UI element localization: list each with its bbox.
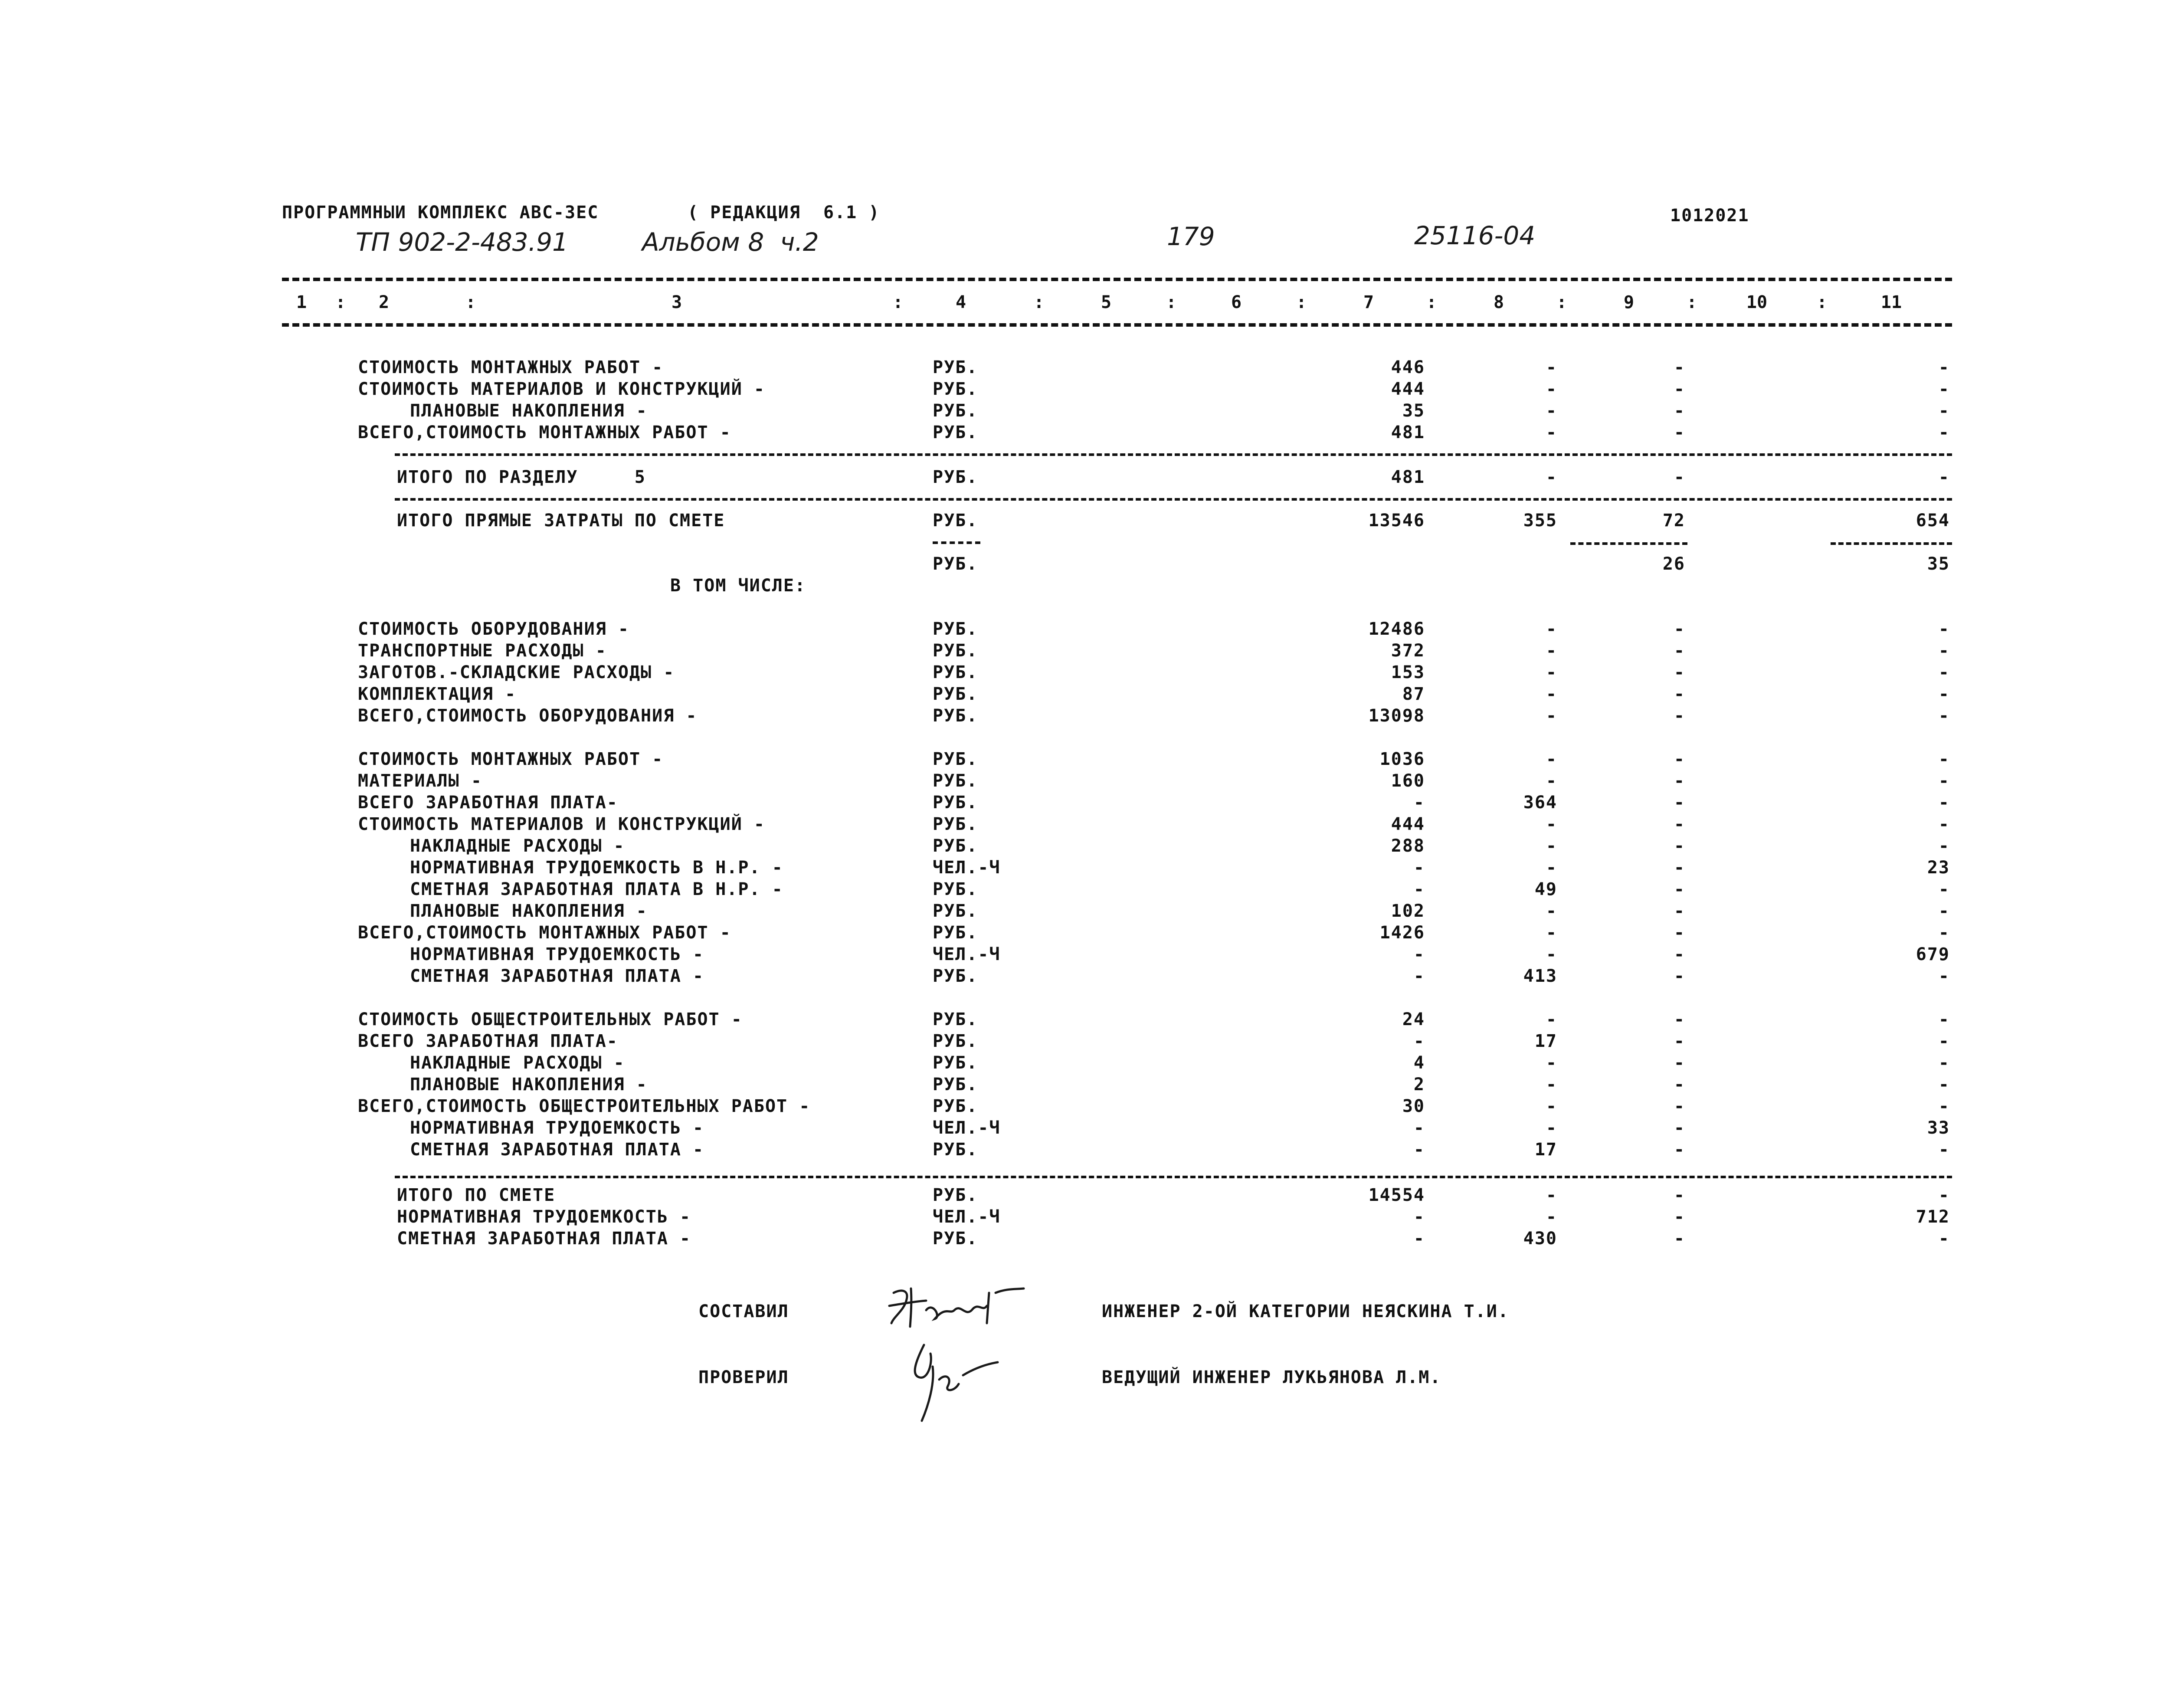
cell-c7: 1426: [1379, 923, 1425, 943]
row-unit: РУБ.: [933, 379, 978, 399]
column-number-6: 6: [1231, 292, 1242, 312]
cell-c9: -: [1674, 901, 1685, 921]
cell-c8: 17: [1534, 1031, 1557, 1051]
row-unit: РУБ.: [933, 554, 978, 574]
cell-c11: -: [1938, 357, 1950, 377]
row-unit: РУБ.: [933, 793, 978, 813]
row-unit: РУБ.: [933, 1053, 978, 1073]
cell-c11: -: [1938, 641, 1950, 661]
row-label: ВСЕГО,СТОИМОСТЬ ОБЩЕСТРОИТЕЛЬНЫХ РАБОТ -: [358, 1096, 811, 1116]
cell-c8: -: [1546, 706, 1557, 726]
cell-c9: -: [1674, 1096, 1685, 1116]
row-unit: ЧЕЛ.-Ч: [933, 1118, 1001, 1138]
cell-c8: -: [1546, 401, 1557, 421]
cell-c9: -: [1674, 1010, 1685, 1029]
cell-c11: -: [1938, 1075, 1950, 1095]
cell-c8: 364: [1523, 793, 1557, 813]
cell-c8: -: [1546, 423, 1557, 443]
row-label: СМЕТНАЯ ЗАРАБОТНАЯ ПЛАТА -: [410, 1140, 704, 1160]
cell-c11: -: [1938, 467, 1950, 487]
program-title: ПРОГРАММНЫИ КОМПЛЕКС АВС-3ЕС: [282, 203, 599, 223]
handwritten-project-number: ТП 902-2-483.91: [356, 227, 568, 257]
column-separator: :: [1816, 292, 1828, 312]
cell-c9: -: [1674, 423, 1685, 443]
cell-c8: 355: [1523, 511, 1557, 531]
row-label: СМЕТНАЯ ЗАРАБОТНАЯ ПЛАТА -: [397, 1229, 691, 1249]
cell-c7: 4: [1413, 1053, 1425, 1073]
cell-c11: -: [1938, 619, 1950, 639]
cell-c8: -: [1546, 1185, 1557, 1205]
cell-c9: -: [1674, 923, 1685, 943]
row-unit: РУБ.: [933, 879, 978, 899]
header-top-rule: [282, 278, 1952, 281]
row-unit: РУБ.: [933, 641, 978, 661]
column-separator: :: [1296, 292, 1307, 312]
cell-c7: 13098: [1368, 706, 1425, 726]
cell-c11: -: [1938, 1053, 1950, 1073]
row-label: ВСЕГО,СТОИМОСТЬ ОБОРУДОВАНИЯ -: [358, 706, 698, 726]
row-label: ИТОГО ПО СМЕТЕ: [397, 1185, 556, 1205]
edition-label: ( РЕДАКЦИЯ 6.1 ): [688, 203, 880, 223]
row-label: СТОИМОСТЬ МАТЕРИАЛОВ И КОНСТРУКЦИЙ -: [358, 379, 765, 399]
cell-c8: -: [1546, 357, 1557, 377]
column-number-4: 4: [955, 292, 966, 312]
cell-c8: -: [1546, 684, 1557, 704]
cell-c8: -: [1546, 1096, 1557, 1116]
cell-c11: -: [1938, 423, 1950, 443]
row-unit: РУБ.: [933, 423, 978, 443]
cell-c7: -: [1413, 944, 1425, 964]
cell-c7: 35: [1402, 401, 1425, 421]
column-separator: :: [892, 292, 904, 312]
row-label: ВСЕГО ЗАРАБОТНАЯ ПЛАТА-: [358, 1031, 618, 1051]
row-unit: РУБ.: [933, 684, 978, 704]
cell-c7: 2: [1413, 1075, 1425, 1095]
row-unit: РУБ.: [933, 357, 978, 377]
row-label: СМЕТНАЯ ЗАРАБОТНАЯ ПЛАТА В Н.Р. -: [410, 879, 783, 899]
compiled-label: СОСТАВИЛ: [698, 1301, 789, 1321]
row-unit: РУБ.: [933, 662, 978, 682]
cell-c9: -: [1674, 1031, 1685, 1051]
col11-underline: [1831, 542, 1952, 545]
column-number-3: 3: [671, 292, 682, 312]
cell-c7: -: [1413, 1118, 1425, 1138]
cell-c7: 372: [1391, 641, 1425, 661]
cell-c9: -: [1674, 771, 1685, 791]
row-label: СТОИМОСТЬ ОБОРУДОВАНИЯ -: [358, 619, 629, 639]
cell-c9: -: [1674, 1075, 1685, 1095]
row-unit: РУБ.: [933, 1010, 978, 1029]
signature-checker-image: [898, 1336, 1002, 1427]
row-unit: РУБ.: [933, 1185, 978, 1205]
cell-c8: -: [1546, 467, 1557, 487]
cell-c7: 481: [1391, 423, 1425, 443]
cell-c8: -: [1546, 944, 1557, 964]
cell-c7: 153: [1391, 662, 1425, 682]
row-label: ЗАГОТОВ.-СКЛАДСКИЕ РАСХОДЫ -: [358, 662, 675, 682]
cell-c9: -: [1674, 1229, 1685, 1249]
section-rule-2: [395, 498, 1952, 501]
cell-c9: 26: [1662, 554, 1685, 574]
cell-c8: -: [1546, 749, 1557, 769]
row-label: ВСЕГО ЗАРАБОТНАЯ ПЛАТА-: [358, 793, 618, 813]
cell-c9: -: [1674, 858, 1685, 878]
cell-c8: -: [1546, 1010, 1557, 1029]
column-separator: :: [1426, 292, 1437, 312]
row-label: В ТОМ ЧИСЛЕ:: [670, 576, 806, 596]
cell-c8: -: [1546, 641, 1557, 661]
cell-c11: -: [1938, 749, 1950, 769]
handwritten-sheet-number: 25116-04: [1414, 221, 1536, 250]
cell-c7: -: [1413, 1031, 1425, 1051]
row-unit: РУБ.: [933, 771, 978, 791]
cell-c9: -: [1674, 966, 1685, 986]
column-number-11: 11: [1880, 292, 1902, 312]
unit-underline: [933, 541, 980, 544]
cell-c11: -: [1938, 1010, 1950, 1029]
row-label: ТРАНСПОРТНЫЕ РАСХОДЫ -: [358, 641, 607, 661]
cell-c7: 14554: [1368, 1185, 1425, 1205]
row-label: КОМПЛЕКТАЦИЯ -: [358, 684, 517, 704]
row-label: ВСЕГО,СТОИМОСТЬ МОНТАЖНЫХ РАБОТ -: [358, 923, 731, 943]
section-rule-1: [395, 453, 1952, 456]
section-rule-3: [395, 1176, 1952, 1178]
cell-c11: -: [1938, 1185, 1950, 1205]
cell-c8: 430: [1523, 1229, 1557, 1249]
column-number-5: 5: [1101, 292, 1112, 312]
document-code: 1012021: [1670, 206, 1749, 226]
row-unit: РУБ.: [933, 1031, 978, 1051]
cell-c7: 24: [1402, 1010, 1425, 1029]
cell-c9: -: [1674, 379, 1685, 399]
cell-c9: -: [1674, 836, 1685, 856]
cell-c9: -: [1674, 706, 1685, 726]
row-label: ПЛАНОВЫЕ НАКОПЛЕНИЯ -: [410, 901, 648, 921]
cell-c11: 679: [1916, 944, 1950, 964]
row-unit: РУБ.: [933, 1096, 978, 1116]
cell-c7: 13546: [1368, 511, 1425, 531]
cell-c7: 12486: [1368, 619, 1425, 639]
cell-c7: 30: [1402, 1096, 1425, 1116]
row-label: НАКЛАДНЫЕ РАСХОДЫ -: [410, 1053, 625, 1073]
row-unit: РУБ.: [933, 706, 978, 726]
row-label: СМЕТНАЯ ЗАРАБОТНАЯ ПЛАТА -: [410, 966, 704, 986]
cell-c11: -: [1938, 684, 1950, 704]
row-unit: РУБ.: [933, 836, 978, 856]
row-unit: ЧЕЛ.-Ч: [933, 858, 1001, 878]
row-unit: ЧЕЛ.-Ч: [933, 944, 1001, 964]
column-number-10: 10: [1746, 292, 1768, 312]
cell-c8: 17: [1534, 1140, 1557, 1160]
cell-c11: -: [1938, 1229, 1950, 1249]
row-label: ПЛАНОВЫЕ НАКОПЛЕНИЯ -: [410, 1075, 648, 1095]
column-separator: :: [335, 292, 346, 312]
cell-c9: 72: [1662, 511, 1685, 531]
column-separator: :: [1556, 292, 1567, 312]
row-label: МАТЕРИАЛЫ -: [358, 771, 482, 791]
row-unit: РУБ.: [933, 511, 978, 531]
cell-c9: -: [1674, 814, 1685, 834]
cell-c11: -: [1938, 401, 1950, 421]
row-label: НОРМАТИВНАЯ ТРУДОЕМКОСТЬ В Н.Р. -: [410, 858, 783, 878]
row-unit: РУБ.: [933, 923, 978, 943]
cell-c9: -: [1674, 1140, 1685, 1160]
column-separator: :: [1686, 292, 1697, 312]
cell-c8: -: [1546, 771, 1557, 791]
row-unit: РУБ.: [933, 467, 978, 487]
column-number-8: 8: [1493, 292, 1504, 312]
cell-c11: 23: [1927, 858, 1950, 878]
compiled-by: ИНЖЕНЕР 2-ОЙ КАТЕГОРИИ НЕЯСКИНА Т.И.: [1102, 1301, 1509, 1321]
column-number-1: 1: [296, 292, 307, 312]
cell-c9: -: [1674, 619, 1685, 639]
cell-c11: -: [1938, 793, 1950, 813]
cell-c11: -: [1938, 379, 1950, 399]
cell-c9: -: [1674, 1207, 1685, 1227]
cell-c8: -: [1546, 619, 1557, 639]
row-unit: РУБ.: [933, 814, 978, 834]
cell-c11: 712: [1916, 1207, 1950, 1227]
row-unit: РУБ.: [933, 966, 978, 986]
handwritten-album: Альбом 8 ч.2: [642, 227, 819, 257]
column-separator: :: [465, 292, 476, 312]
row-label: СТОИМОСТЬ МОНТАЖНЫХ РАБОТ -: [358, 749, 664, 769]
handwritten-page-number: 179: [1167, 222, 1215, 251]
cell-c11: -: [1938, 966, 1950, 986]
cell-c11: 35: [1927, 554, 1950, 574]
row-label: ВСЕГО,СТОИМОСТЬ МОНТАЖНЫХ РАБОТ -: [358, 423, 731, 443]
cell-c7: -: [1413, 1207, 1425, 1227]
cell-c9: -: [1674, 684, 1685, 704]
cell-c8: -: [1546, 836, 1557, 856]
column-separator: :: [1166, 292, 1177, 312]
cell-c11: -: [1938, 879, 1950, 899]
row-unit: РУБ.: [933, 749, 978, 769]
cell-c9: -: [1674, 1053, 1685, 1073]
cell-c7: 102: [1391, 901, 1425, 921]
cell-c8: 49: [1534, 879, 1557, 899]
cell-c7: -: [1413, 879, 1425, 899]
cell-c11: 654: [1916, 511, 1950, 531]
cell-c9: -: [1674, 879, 1685, 899]
cell-c7: 160: [1391, 771, 1425, 791]
cell-c8: -: [1546, 379, 1557, 399]
row-label: СТОИМОСТЬ ОБЩЕСТРОИТЕЛЬНЫХ РАБОТ -: [358, 1010, 743, 1029]
cell-c11: -: [1938, 1031, 1950, 1051]
cell-c11: -: [1938, 662, 1950, 682]
row-unit: ЧЕЛ.-Ч: [933, 1207, 1001, 1227]
row-label: НОРМАТИВНАЯ ТРУДОЕМКОСТЬ -: [410, 1118, 704, 1138]
row-unit: РУБ.: [933, 1229, 978, 1249]
row-unit: РУБ.: [933, 401, 978, 421]
checked-by: ВЕДУЩИЙ ИНЖЕНЕР ЛУКЬЯНОВА Л.М.: [1102, 1367, 1441, 1387]
row-label: НАКЛАДНЫЕ РАСХОДЫ -: [410, 836, 625, 856]
row-label: СТОИМОСТЬ МАТЕРИАЛОВ И КОНСТРУКЦИЙ -: [358, 814, 765, 834]
cell-c9: -: [1674, 467, 1685, 487]
cell-c7: 87: [1402, 684, 1425, 704]
cell-c8: 413: [1523, 966, 1557, 986]
signature-compiler-image: [885, 1275, 1032, 1336]
cell-c11: 33: [1927, 1118, 1950, 1138]
cell-c8: -: [1546, 1075, 1557, 1095]
cell-c7: 444: [1391, 814, 1425, 834]
cell-c7: 481: [1391, 467, 1425, 487]
row-label: СТОИМОСТЬ МОНТАЖНЫХ РАБОТ -: [358, 357, 664, 377]
cell-c8: -: [1546, 662, 1557, 682]
row-label: ИТОГО ПО РАЗДЕЛУ 5: [397, 467, 646, 487]
cell-c11: -: [1938, 706, 1950, 726]
cell-c9: -: [1674, 749, 1685, 769]
cell-c11: -: [1938, 814, 1950, 834]
column-number-2: 2: [378, 292, 390, 312]
cell-c8: -: [1546, 814, 1557, 834]
cell-c7: -: [1413, 793, 1425, 813]
cell-c7: -: [1413, 858, 1425, 878]
cell-c11: -: [1938, 1096, 1950, 1116]
cell-c7: -: [1413, 966, 1425, 986]
row-unit: РУБ.: [933, 901, 978, 921]
cell-c9: -: [1674, 662, 1685, 682]
cell-c11: -: [1938, 901, 1950, 921]
cell-c8: -: [1546, 901, 1557, 921]
row-unit: РУБ.: [933, 1075, 978, 1095]
cell-c9: -: [1674, 357, 1685, 377]
header-bottom-rule: [282, 323, 1952, 327]
cell-c7: -: [1413, 1229, 1425, 1249]
cell-c9: -: [1674, 1118, 1685, 1138]
cell-c11: -: [1938, 771, 1950, 791]
column-number-9: 9: [1623, 292, 1635, 312]
cell-c11: -: [1938, 836, 1950, 856]
cell-c8: -: [1546, 923, 1557, 943]
cell-c9: -: [1674, 1185, 1685, 1205]
cell-c8: -: [1546, 1053, 1557, 1073]
row-label: НОРМАТИВНАЯ ТРУДОЕМКОСТЬ -: [397, 1207, 691, 1227]
column-number-7: 7: [1363, 292, 1374, 312]
cell-c9: -: [1674, 944, 1685, 964]
cell-c9: -: [1674, 793, 1685, 813]
row-label: ПЛАНОВЫЕ НАКОПЛЕНИЯ -: [410, 401, 648, 421]
column-separator: :: [1033, 292, 1045, 312]
row-unit: РУБ.: [933, 619, 978, 639]
cell-c11: -: [1938, 1140, 1950, 1160]
cell-c8: -: [1546, 1118, 1557, 1138]
cell-c8: -: [1546, 858, 1557, 878]
cell-c7: -: [1413, 1140, 1425, 1160]
cell-c11: -: [1938, 923, 1950, 943]
cell-c9: -: [1674, 641, 1685, 661]
cell-c7: 446: [1391, 357, 1425, 377]
cell-c7: 444: [1391, 379, 1425, 399]
row-label: ИТОГО ПРЯМЫЕ ЗАТРАТЫ ПО СМЕТЕ: [397, 511, 725, 531]
col9-underline: [1570, 542, 1687, 545]
row-unit: РУБ.: [933, 1140, 978, 1160]
cell-c7: 288: [1391, 836, 1425, 856]
cell-c9: -: [1674, 401, 1685, 421]
cell-c7: 1036: [1379, 749, 1425, 769]
cell-c8: -: [1546, 1207, 1557, 1227]
checked-label: ПРОВЕРИЛ: [698, 1367, 789, 1387]
row-label: НОРМАТИВНАЯ ТРУДОЕМКОСТЬ -: [410, 944, 704, 964]
